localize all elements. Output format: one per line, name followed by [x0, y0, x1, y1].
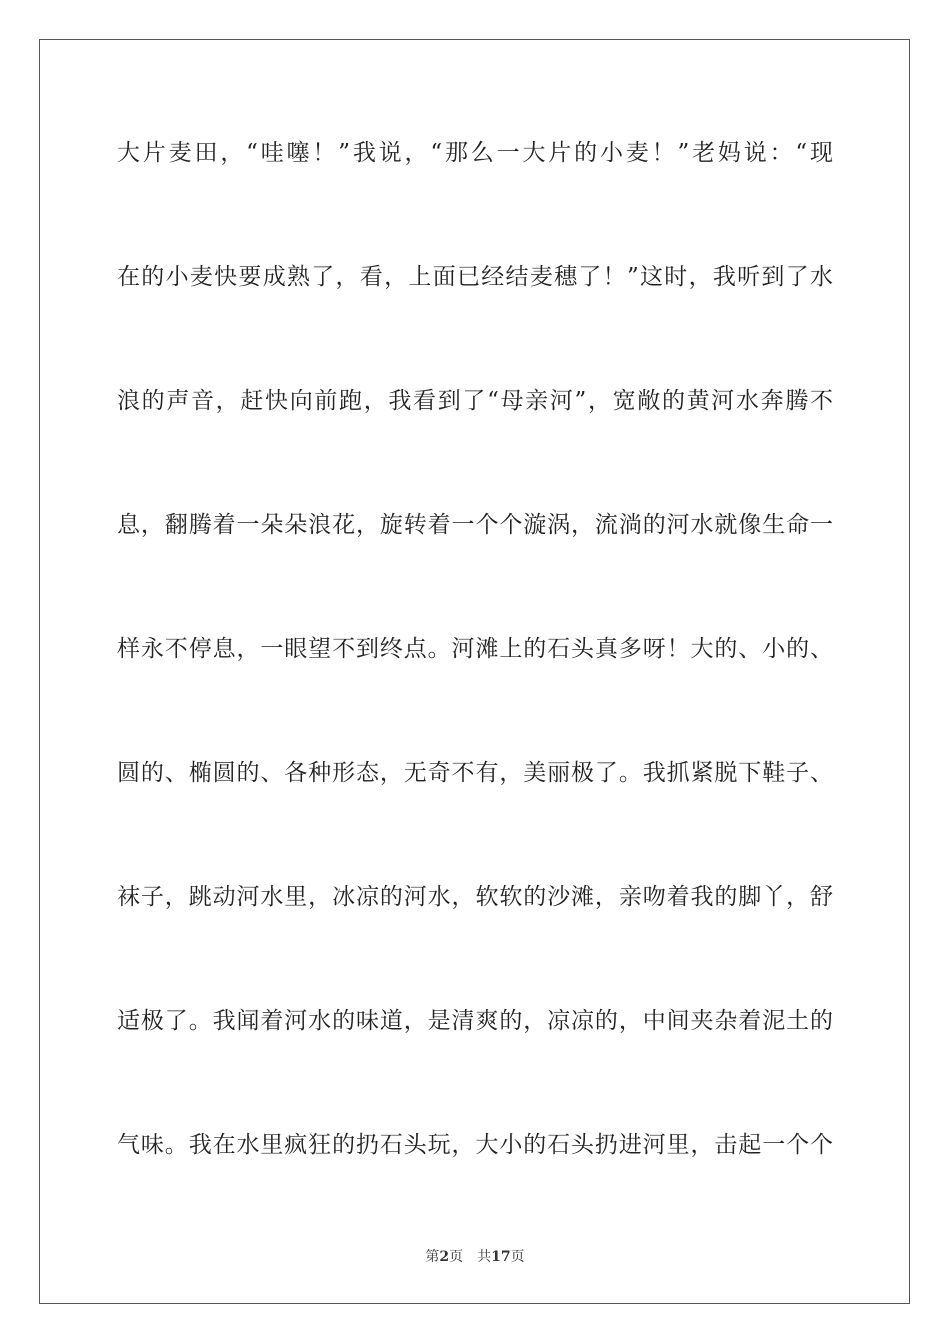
page-suffix: 页 [449, 1249, 464, 1265]
text-line: 适极了。我闻着河水的味道，是清爽的，凉凉的，中间夹杂着泥土的 [117, 1008, 833, 1034]
text-line: 大片麦田，“哇噻！”我说，“那么一大片的小麦！”老妈说：“现 [117, 140, 833, 166]
document-body [117, 128, 833, 1244]
text-line: 样永不停息，一眼望不到终点。河滩上的石头真多呀！大的、小的、 [117, 636, 833, 662]
text-line: 气味。我在水里疯狂的扔石头玩，大小的石头扔进河里，击起一个个 [117, 1132, 833, 1158]
text-line: 息，翻腾着一朵朵浪花，旋转着一个个漩涡，流淌的河水就像生命一 [117, 512, 833, 538]
page-footer [0, 1246, 950, 1266]
text-line: 圆的、椭圆的、各种形态，无奇不有，美丽极了。我抓紧脱下鞋子、 [117, 760, 833, 786]
text-line: 袜子，跳动河水里，冰凉的河水，软软的沙滩，亲吻着我的脚丫，舒 [117, 884, 833, 910]
total-pages: 17 [491, 1249, 511, 1265]
total-suffix: 页 [510, 1249, 525, 1265]
page-prefix: 第 [425, 1249, 440, 1265]
text-line: 浪的声音，赶快向前跑，我看到了“母亲河”，宽敞的黄河水奔腾不 [117, 388, 833, 414]
text-line: 在的小麦快要成熟了，看，上面已经结麦穗了！”这时，我听到了水 [117, 264, 833, 290]
total-prefix: 共 [477, 1249, 492, 1265]
page-number: 2 [439, 1249, 450, 1265]
